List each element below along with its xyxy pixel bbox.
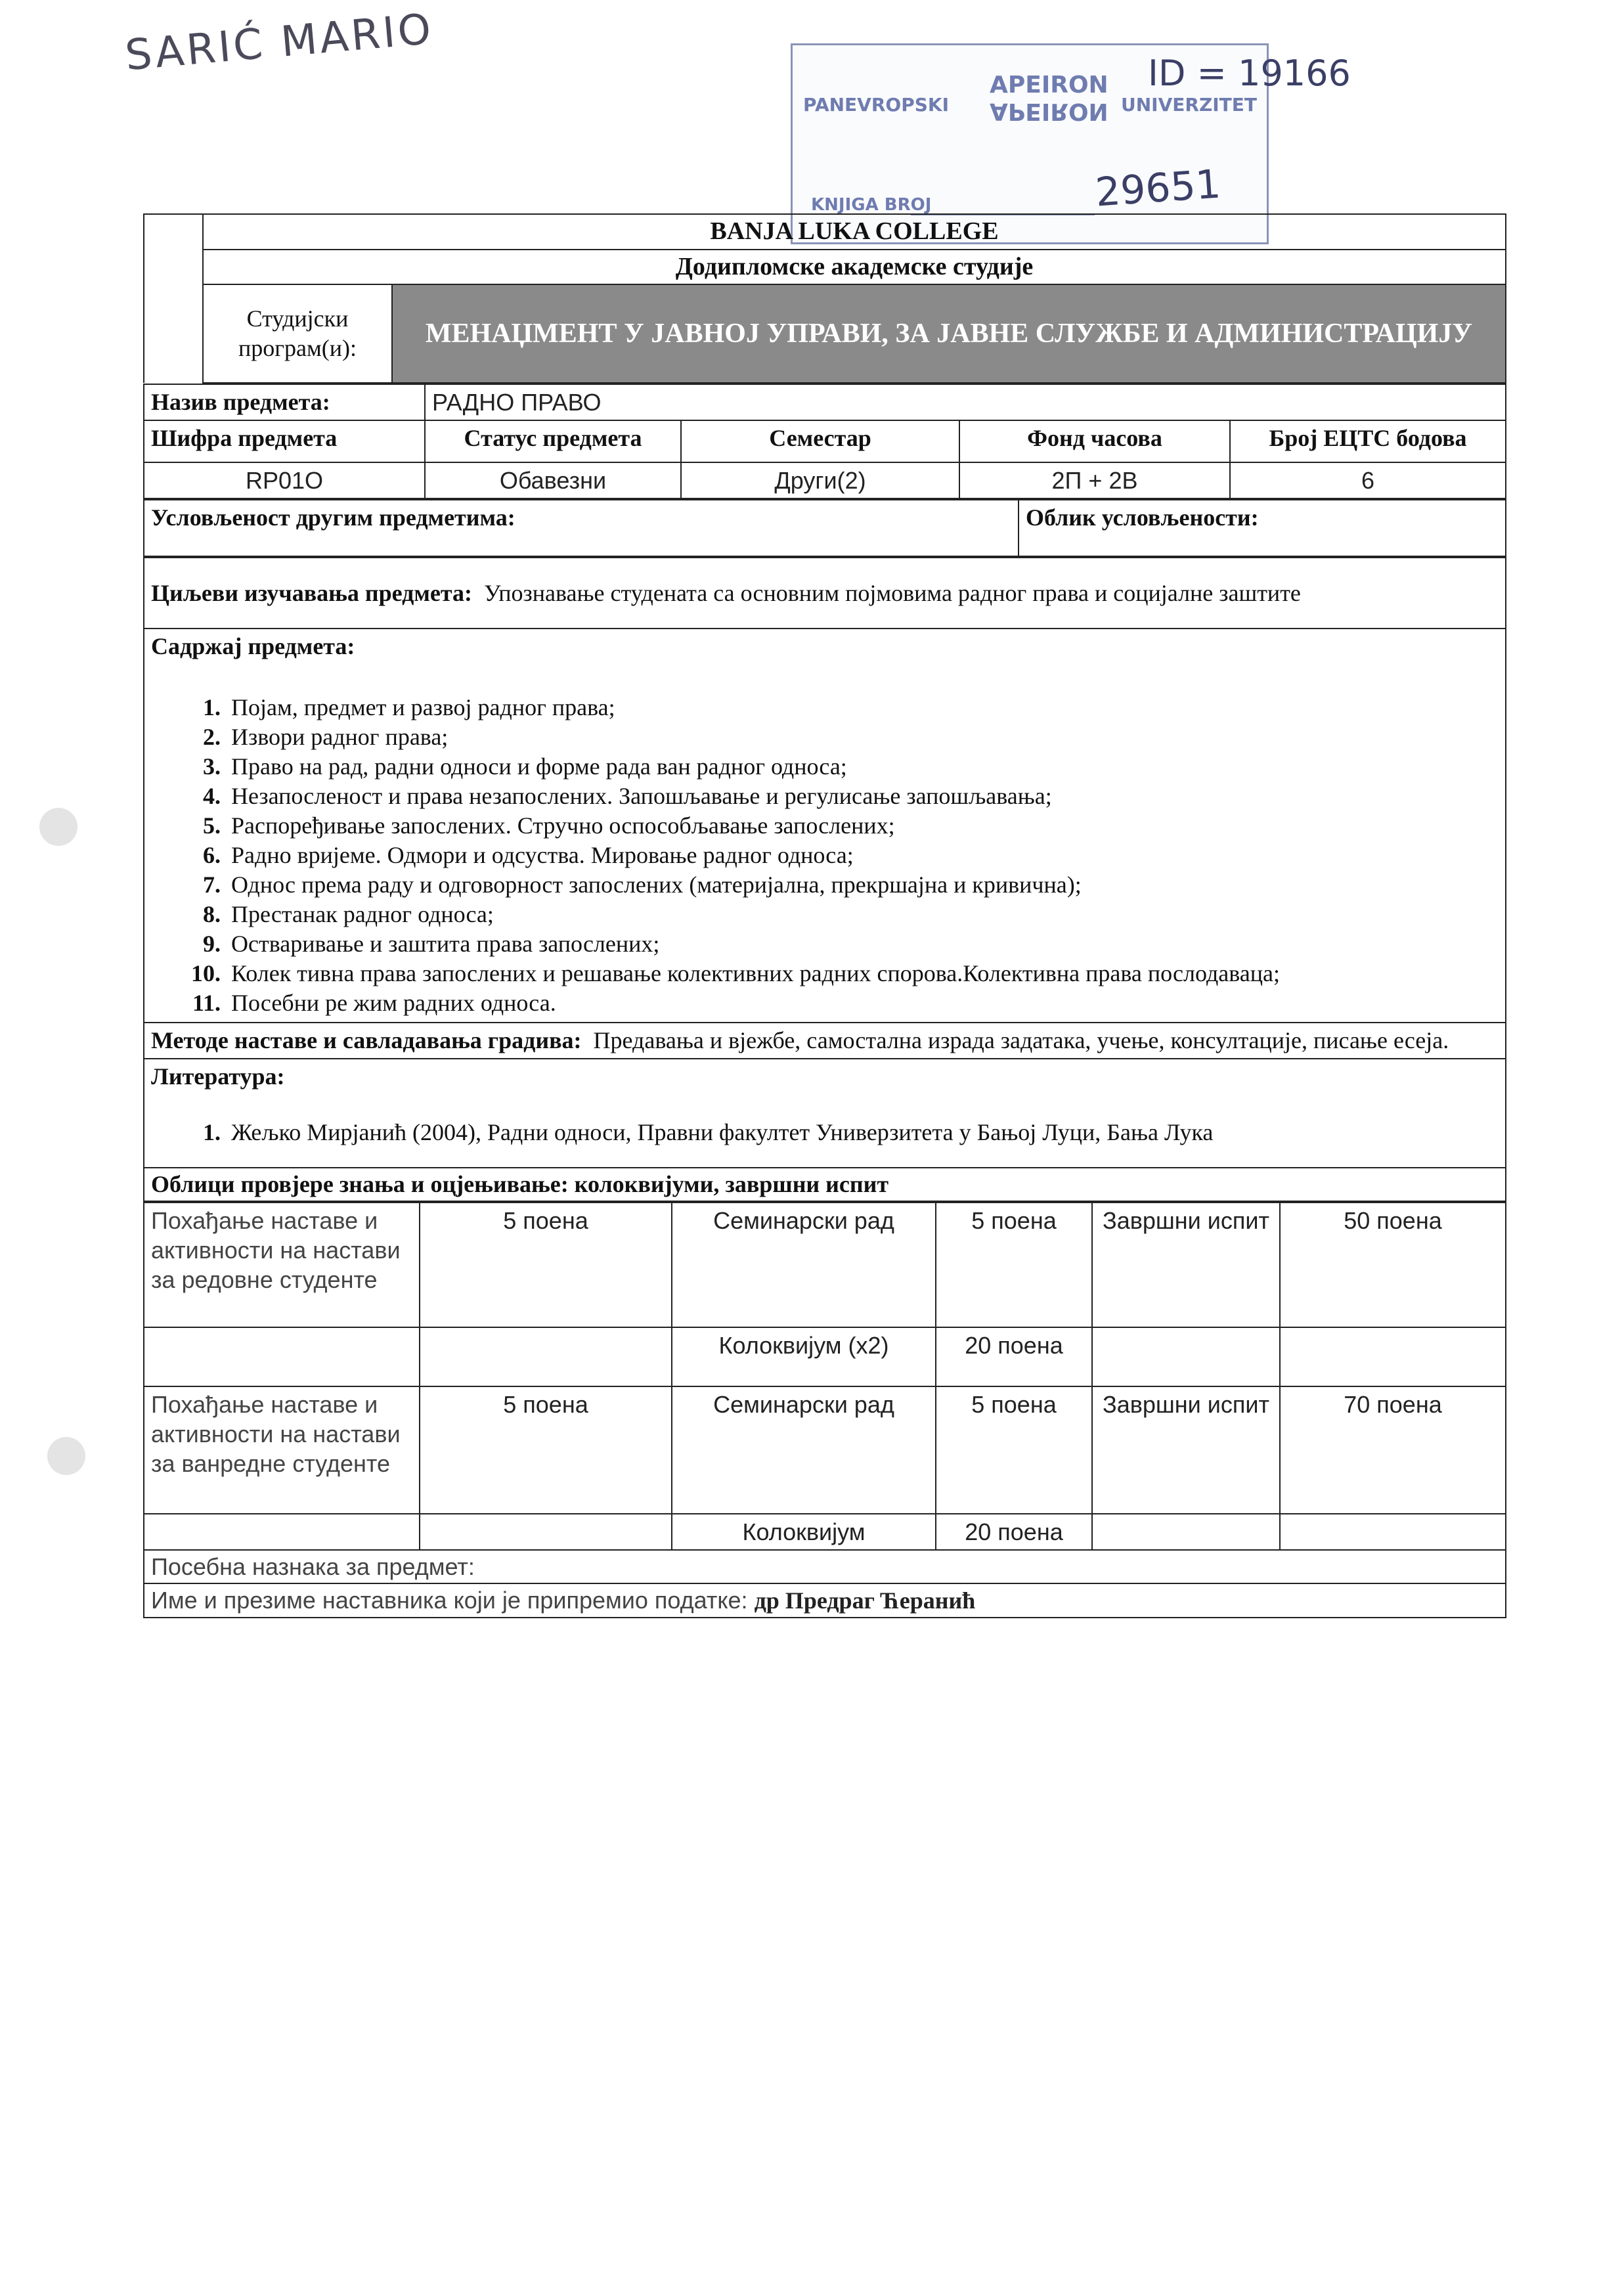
handwritten-book-number: 29651 bbox=[1093, 161, 1223, 216]
content-item-text: Посебни ре жим радних односа. bbox=[231, 990, 556, 1016]
goals-label: Циљеви изучавања предмета: bbox=[151, 579, 472, 606]
value-hours: 2П + 2В bbox=[959, 462, 1230, 498]
methods-text: Предавања и вјежбе, самостална израда задатака, учење, консултације, писање есеја. bbox=[593, 1027, 1449, 1053]
parttime-final-label: Завршни испит bbox=[1092, 1386, 1280, 1514]
content-item-text: Распоређивање запослених. Стручно оспособљавање запослених; bbox=[231, 812, 895, 839]
handwritten-id-number: ID = 19166 bbox=[1148, 53, 1351, 94]
parttime-empty-1 bbox=[144, 1514, 420, 1550]
parttime-empty-2 bbox=[420, 1514, 672, 1550]
content-item bbox=[177, 782, 1499, 811]
header-hours: Фонд часова bbox=[959, 420, 1230, 462]
content-label: Садржај предмета: bbox=[151, 633, 355, 659]
regular-empty-4 bbox=[1280, 1327, 1506, 1386]
content-item bbox=[177, 841, 1499, 870]
regular-colloquium-label: Колоквијум (x2) bbox=[672, 1327, 936, 1386]
subject-name-value: РАДНО ПРАВО bbox=[425, 384, 1506, 420]
regular-empty-1 bbox=[144, 1327, 420, 1386]
content-item-text: Извори радног права; bbox=[231, 724, 449, 750]
goals-text: Упознавање студената са основним појмовима радног права и социјалне заштите bbox=[483, 579, 1301, 606]
parttime-seminar-label: Семинарски рад bbox=[672, 1386, 936, 1514]
literature-item bbox=[177, 1118, 1499, 1147]
institution-name: BANJA LUKA COLLEGE bbox=[203, 214, 1506, 250]
regular-seminar-points: 5 поена bbox=[936, 1203, 1092, 1327]
teacher-name: др Предраг Ћеранић bbox=[754, 1587, 976, 1614]
content-item bbox=[177, 722, 1499, 752]
content-item bbox=[177, 752, 1499, 782]
content-item bbox=[177, 929, 1499, 959]
content-item-text: Колек тивна права запослених и решавање колективних радних спорова.Колективна права послодаваца; bbox=[231, 960, 1281, 986]
parttime-attendance-label: Похађање наставе и активности на настави за ванредне студенте bbox=[144, 1386, 420, 1514]
value-ects: 6 bbox=[1230, 462, 1506, 498]
content-item-text: Остваривање и заштита права запослених; bbox=[231, 931, 660, 957]
prerequisite-table bbox=[143, 499, 1506, 557]
goals-row bbox=[144, 558, 1506, 629]
content-item bbox=[177, 959, 1499, 988]
literature-item-number: 1. bbox=[203, 1119, 221, 1145]
header-status: Статус предмета bbox=[425, 420, 681, 462]
content-item-number: 11. bbox=[192, 990, 221, 1016]
parttime-colloquium-label: Колоквијум bbox=[672, 1514, 936, 1550]
handwritten-student-name: SARIĆ MARIO bbox=[123, 5, 436, 81]
assessment-label: Облици провјере знања и оцјењивање: колоквијуми, завршни испит bbox=[144, 1168, 1506, 1201]
parttime-empty-3 bbox=[1092, 1514, 1280, 1550]
stamp-book-label: KNJIGA BROJ bbox=[811, 195, 932, 215]
punch-hole-bottom bbox=[47, 1437, 85, 1475]
content-item bbox=[177, 693, 1499, 722]
header-code: Шифра предмета bbox=[144, 420, 425, 462]
assessment-table bbox=[143, 1202, 1506, 1618]
parttime-seminar-points: 5 поена bbox=[936, 1386, 1092, 1514]
header-semester: Семестар bbox=[681, 420, 959, 462]
literature-row bbox=[144, 1059, 1506, 1168]
content-list bbox=[151, 693, 1499, 1018]
literature-item-text: Жељко Мирјанић (2004), Радни односи, Правни факултет Универзитета у Бањој Луци, Бања Лука bbox=[231, 1119, 1214, 1145]
prerequisite-form-label: Облик условљености: bbox=[1019, 500, 1506, 556]
content-item-number: 6. bbox=[203, 842, 221, 868]
teacher-row bbox=[144, 1583, 1506, 1618]
content-item-text: Радно вријеме. Одмори и одсуства. Мировање радног односа; bbox=[231, 842, 854, 868]
regular-seminar-label: Семинарски рад bbox=[672, 1203, 936, 1327]
regular-empty-3 bbox=[1092, 1327, 1280, 1386]
content-item-number: 9. bbox=[203, 931, 221, 957]
form-header-table bbox=[143, 213, 1506, 384]
content-item bbox=[177, 811, 1499, 841]
literature-label: Литература: bbox=[151, 1063, 285, 1090]
course-form bbox=[143, 213, 1506, 1618]
content-item bbox=[177, 870, 1499, 900]
content-item-text: Однос према раду и одговорност запослених (материјална, прекршајна и кривична); bbox=[231, 872, 1082, 898]
left-margin-cell bbox=[144, 214, 203, 383]
content-item bbox=[177, 900, 1499, 929]
special-note-label: Посебна назнака за предмет: bbox=[144, 1550, 1506, 1583]
content-item-number: 5. bbox=[203, 812, 221, 839]
parttime-attendance-points: 5 поена bbox=[420, 1386, 672, 1514]
content-item-number: 4. bbox=[203, 783, 221, 809]
content-item-number: 1. bbox=[203, 694, 221, 720]
parttime-colloquium-points: 20 поена bbox=[936, 1514, 1092, 1550]
parttime-final-points: 70 поена bbox=[1280, 1386, 1506, 1514]
regular-colloquium-points: 20 поена bbox=[936, 1327, 1092, 1386]
header-ects: Број ЕЦТС бодова bbox=[1230, 420, 1506, 462]
content-item-number: 2. bbox=[203, 724, 221, 750]
stamp-logo-bottom: APEIRON bbox=[990, 98, 1108, 125]
content-row bbox=[144, 629, 1506, 1023]
program-name: МЕНАЏМЕНТ У ЈАВНОЈ УПРАВИ, ЗА ЈАВНЕ СЛУЖБЕ И АДМИНИСТРАЦИЈУ bbox=[392, 284, 1506, 383]
content-item-text: Право на рад, радни односи и форме рада ван радног односа; bbox=[231, 753, 847, 780]
regular-empty-2 bbox=[420, 1327, 672, 1386]
subject-table bbox=[143, 384, 1506, 499]
parttime-empty-4 bbox=[1280, 1514, 1506, 1550]
content-item-number: 3. bbox=[203, 753, 221, 780]
regular-attendance-label: Похађање наставе и активности на настави за редовне студенте bbox=[144, 1203, 420, 1327]
content-table bbox=[143, 557, 1506, 1202]
teacher-label: Име и презиме наставника који је припремио податке: bbox=[151, 1587, 748, 1614]
stamp-right-text: UNIVERZITET bbox=[1121, 94, 1257, 116]
content-item-number: 8. bbox=[203, 901, 221, 927]
stamp-left-text: PANEVROPSKI bbox=[803, 94, 950, 116]
content-item-number: 7. bbox=[203, 872, 221, 898]
methods-row bbox=[144, 1023, 1506, 1059]
literature-list bbox=[151, 1118, 1499, 1147]
content-item-number: 10. bbox=[191, 960, 221, 986]
value-code: RP01O bbox=[144, 462, 425, 498]
regular-final-points: 50 поена bbox=[1280, 1203, 1506, 1327]
regular-attendance-points: 5 поена bbox=[420, 1203, 672, 1327]
content-item-text: Престанак радног односа; bbox=[231, 901, 494, 927]
content-item-text: Незапосленост и права незапослених. Запошљавање и регулисање запошљавања; bbox=[231, 783, 1052, 809]
regular-final-label: Завршни испит bbox=[1092, 1203, 1280, 1327]
punch-hole-top bbox=[39, 808, 77, 846]
content-item bbox=[177, 988, 1499, 1018]
methods-label: Методе наставе и савладавања градива: bbox=[151, 1027, 582, 1053]
stamp-logo-top: APEIRON bbox=[990, 72, 1108, 99]
subject-name-label: Назив предмета: bbox=[144, 384, 425, 420]
value-semester: Други(2) bbox=[681, 462, 959, 498]
prerequisite-label: Условљеност другим предметима: bbox=[144, 500, 1019, 556]
study-level: Додипломске академске студије bbox=[203, 250, 1506, 285]
content-item-text: Појам, предмет и развој радног права; bbox=[231, 694, 615, 720]
value-status: Обавезни bbox=[425, 462, 681, 498]
program-label: Студијски програм(и): bbox=[203, 284, 392, 383]
